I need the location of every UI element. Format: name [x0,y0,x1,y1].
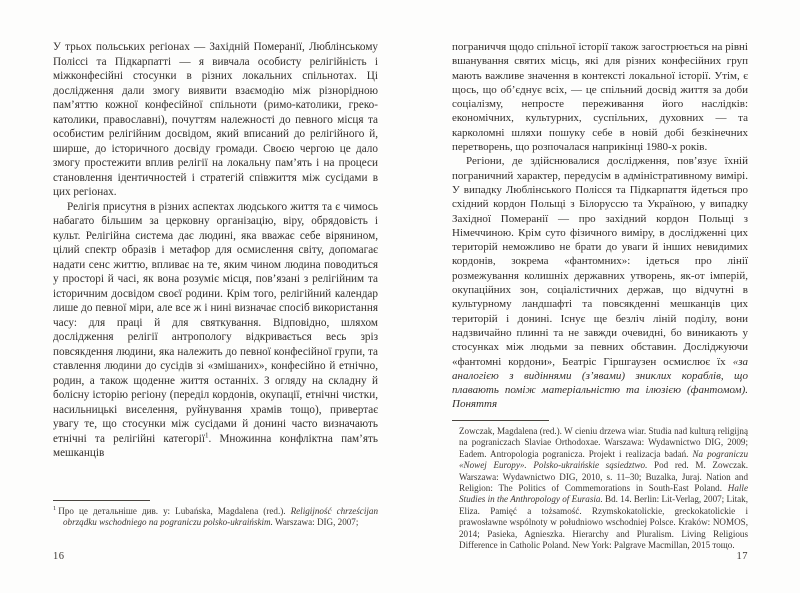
page-right [452,40,748,575]
footnote-text: Zowczak, Magdalena (red.). W cieniu drzewa wiar. Studia nad kulturą religijną na pograniczach Slaviae Orthodoxae. Warszawa: Wydawnictwo DIG, 2009; Eadem. Antropologia pogranicza. Projekt i realizacja badań. [459,426,748,459]
footnote-text-italic: Na pograniczu «Nowej Europy». Polsko-ukraińskie sąsiedztwo. [459,448,748,471]
footnote-text-italic: Religijność chrześcijan obrządku wschodniego na pograniczu polsko-ukraińskim. [63,506,378,528]
footnote-text: Про це детальніше див. у: Lubańska, Magdalena (red.). [58,506,291,516]
paragraph: У трьох польських регіонах — Західній Померанії, Люблінському Поліссі та Підкарпатті — я вивчала особисту релігійність і міжконфесійні стосунки в різних локальних спільнотах. Ці дослідження дали змогу виявити взаємодію між різнорідною пам’яттю кожної конфесійної спільноти (римо-католики, греко-католики, православні), почуттям належності до певного місця та особистим релігійним досвідом, який вписаний до релігійного й, ширше, до історичного досвіду громади. Своєю чергою це дало змогу простежити вплив релігії на локальну пам’ять і на процеси становлення ідентичностей і стратегій співжиття між сусідами в цих регіонах. [53,41,378,198]
footnote-block-right [452,420,748,551]
page-left [53,40,378,575]
footnote-divider [53,500,150,501]
page-right-body [452,40,748,412]
footnote-marker: 1 [53,504,57,512]
page-left-body [53,40,378,461]
paragraph-text: Регіони, де здійснювалися дослідження, пов’язує їхній пограничний характер, передусім в адміністративному вимірі. У випадку Люблінського Полісся та Підкарпаття йдеться про східний кордон Польщі з Білоруссю та Україною, у випадку Західної Померанії — про західний кордон Польщі з Німеччиною. Крім суто фізичного виміру, в дослідженні цих територій неможливо не брати до уваги й інших невидимих кордонів, зокрема «фантомних»: ідеться про лінії розмежування колишніх державних утворень, як-от імперій, окупаційних зон, соціалістичних держав, що відчутні в культурному ландшафті та повсякденні мешканців цих територій і донині. Існує ще безліч ліній поділу, вони надзвичайно плинні та не завжди очевидні, бо виникають у стосунках між людьми за певних обставин. Досліджуючи «фантомні кордони», Беатріс Гіршгаузен осмислює їх [452,155,748,368]
footnote-divider [452,420,549,421]
page-number-left: 16 [53,551,65,562]
footnote-block-left [53,500,378,529]
footnote-text: Warszawa: DIG, 2007; [272,517,359,528]
paragraph-text: . Множинна конфліктна пам’ять мешканців [53,432,378,459]
footnote-text-italic: Halle Studies in the Anthropology of Eurasia. [459,483,748,505]
footnote-reference: 1 [204,430,209,439]
footnote-continuation [452,426,748,551]
paragraph: пограниччя щодо спільної історії також загострюється на рівні вшанування святих місць, які для різних конфесійних груп мають важливе значення в контексті локальної історії. Утім, є щось, що об’єднує всіх, — це спільний досвід життя за доби соціалізму, непросте переживання його наслідків: економічних, культурних, суспільних, духовних — та карколомні шляхи пошуку себе в новій добі безкінечних перетворень, що розпочалася наприкінці 1980-х років. [452,41,748,154]
paragraph [53,200,378,461]
footnote [53,506,378,529]
paragraph-text: Релігія присутня в різних аспектах людського життя та є чимось набагато більшим за церковну організацію, віру, обрядовість і культ. Релігійна система дає людині, яка вважає себе вірянином, цілий спектр образів і метафор для осмислення світу, допомагає надати сенс життю, впливає на те, яким чином людина поводиться у просторі й часі, як вона розуміє місця, пов’язані з релігійним та історичним досвідом своєї родини. Крім того, релігійний календар лише до певної міри, але все ж і нині визначає спосіб використання часу: для праці й для святкування. Відповідно, шляхом дослідження релігії антропологу відкривається весь зріз повсякдення людини, яка належить до певної конфесійної групи, та ставлення людини до сусідів зі «змішаних», конфесійно й етнічно, родин, а також щоденне життя останніх. З огляду на складну й болісну історію регіону (переділ кордонів, окупації, етнічні чистки, насильницькі виселення, руйнування храмів тощо), привертає увагу те, що стосунки між сусідами й донині часто визначають етнічні та релігійні категорії [53,200,378,445]
paragraph [452,154,748,411]
paragraph-text-italic: «за аналогією з видіннями (з’явами) зниклих кораблів, що плавають поміж матеріальністю та ілюзією (фантомом). Поняття [452,355,748,411]
footnote-text: Pod red. M. Zowczak. Warszawa: Wydawnictwo DIG, 2010, s. 11–30; Buzalka, Juraj. Nation and Religion: The Politics of Commemorations in South-East Poland. [459,460,748,494]
page-number-right: 17 [736,551,748,562]
footnote-text: Bd. 14. Berlin: Lit-Verlag, 2007; Litak, Eliza. Pamięć a tożsamość. Rzymskokatolickie, greckokatolickie i prawosławne wspólnoty w południowo wschodniej Polsce. Kraków: NOMOS, 2014; Pasieka, Agnieszka. Hierarchy and Pluralism. Living Religious Difference in Catholic Poland. New York: Palgrave Macmillan, 2015 тощо. [459,494,748,551]
